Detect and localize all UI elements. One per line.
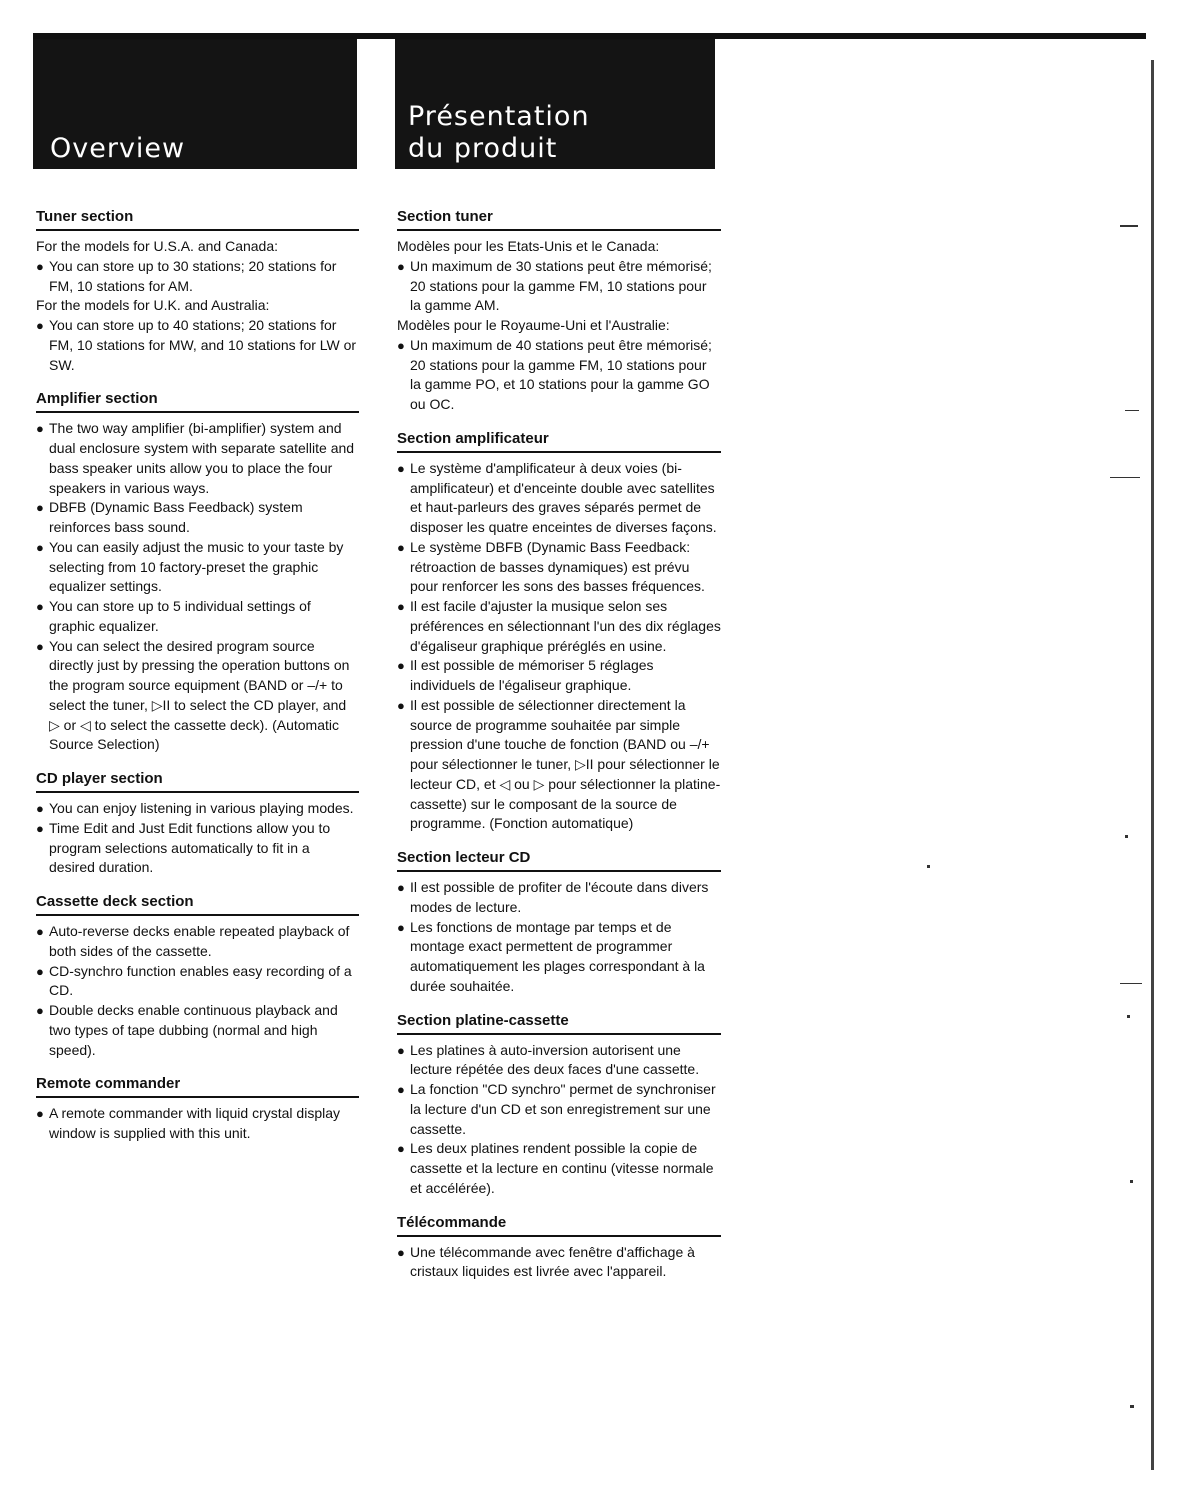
list-item: ● You can store up to 5 individual settings of graphic equalizer.: [36, 597, 359, 637]
cd-section-en: [36, 769, 359, 878]
bullet-icon: ●: [36, 258, 44, 274]
bullet-icon: ●: [36, 421, 44, 437]
scan-speck: [1120, 983, 1142, 984]
bullet-icon: ●: [397, 599, 405, 614]
bullet-icon: ●: [397, 258, 405, 274]
english-column: [36, 207, 359, 1158]
cassette-section-fr: [397, 1011, 721, 1199]
page-edge-line: [1151, 60, 1154, 1470]
list-item: ● You can easily adjust the music to your taste by selecting from 10 factory-preset the graphic equalizer settings.: [36, 538, 359, 597]
scan-speck: [1127, 1015, 1130, 1018]
bullet-icon: ●: [397, 658, 405, 674]
list-item: ● A remote commander with liquid crystal display window is supplied with this unit.: [36, 1104, 359, 1144]
bullet-icon: ●: [36, 801, 44, 816]
list-item: ● Les deux platines rendent possible la copie de cassette et la lecture en continu (vitesse normale et accélérée).: [397, 1139, 721, 1198]
section-heading: Cassette deck section: [36, 892, 359, 916]
bullet-icon: ●: [397, 1244, 405, 1260]
bullet-icon: ●: [36, 539, 44, 555]
title-box-english: [33, 39, 357, 169]
french-column: [397, 207, 721, 1296]
list-item: ● Les platines à auto-inversion autorisent une lecture répétée des deux faces d'une cassette.: [397, 1041, 721, 1081]
bullet-icon: ●: [397, 1042, 405, 1058]
cd-section-fr: [397, 848, 721, 997]
bullet-icon: ●: [397, 1082, 405, 1097]
list-item: ● The two way amplifier (bi-amplifier) system and dual enclosure system with separate satellite and bass speaker units allow you to place the four speakers in various ways.: [36, 419, 359, 498]
model-note: Modèles pour les Etats-Unis et le Canada:: [397, 238, 660, 254]
section-heading: Remote commander: [36, 1074, 359, 1098]
scan-speck: [1125, 835, 1128, 838]
bullet-icon: ●: [36, 638, 44, 654]
list-item: ● La fonction "CD synchro" permet de synchroniser la lecture d'un CD et son enregistrement sur une cassette.: [397, 1080, 721, 1139]
list-item: ● You can store up to 30 stations; 20 stations for FM, 10 stations for AM.: [36, 257, 359, 297]
bullet-icon: ●: [36, 599, 44, 614]
list-item: ● Il est possible de profiter de l'écoute dans divers modes de lecture.: [397, 878, 721, 918]
model-note: For the models for U.K. and Australia:: [36, 297, 270, 314]
tuner-section-fr: [397, 207, 721, 415]
section-heading: Section platine-cassette: [397, 1011, 721, 1035]
bullet-icon: ●: [36, 1106, 44, 1122]
section-heading: Section amplificateur: [397, 429, 721, 453]
list-item: ● Une télécommande avec fenêtre d'affichage à cristaux liquides est livrée avec l'appareil.: [397, 1243, 721, 1283]
section-heading: CD player section: [36, 769, 359, 793]
cassette-section-en: [36, 892, 359, 1060]
page-title-english: Overview: [50, 133, 186, 164]
scan-speck: [927, 865, 930, 868]
scan-speck: [1130, 1180, 1133, 1183]
scan-speck: [1130, 1405, 1134, 1408]
bullet-icon: ●: [36, 318, 44, 333]
section-heading: Section tuner: [397, 207, 721, 231]
section-heading: Tuner section: [36, 207, 359, 231]
bullet-icon: ●: [397, 880, 405, 895]
model-note: Modèles pour le Royaume-Uni et l'Australie:: [397, 317, 670, 333]
bullet-icon: ●: [397, 919, 405, 935]
bullet-icon: ●: [36, 500, 44, 516]
list-item: ● Il est possible de sélectionner directement la source de programme souhaitée par simple pression d'une touche de fonction (BAND ou –/+ pour sélectionner le tuner, ▷II pour sélectionner le lecteur CD, et ◁ ou ▷ pour sélectionner la platine-cassette) sur le composant de la source de programme. (Fonction automatique): [397, 696, 721, 834]
scan-speck: [1120, 225, 1138, 227]
tuner-section-en: [36, 207, 359, 375]
list-item: ● DBFB (Dynamic Bass Feedback) system reinforces bass sound.: [36, 498, 359, 538]
list-item: ● Il est possible de mémoriser 5 réglages individuels de l'égaliseur graphique.: [397, 656, 721, 696]
title-box-french: [395, 39, 715, 169]
list-item: ● Le système DBFB (Dynamic Bass Feedback: rétroaction de basses dynamiques) est prévu pour renforcer les sons des basses fréquences.: [397, 538, 721, 597]
remote-section-en: [36, 1074, 359, 1144]
section-heading: Section lecteur CD: [397, 848, 721, 872]
bullet-icon: ●: [397, 337, 405, 353]
scan-speck: [1110, 477, 1140, 478]
bullet-icon: ●: [36, 924, 44, 939]
model-note: For the models for U.S.A. and Canada:: [36, 238, 279, 254]
amplifier-section-fr: [397, 429, 721, 834]
bullet-icon: ●: [36, 820, 44, 836]
page-title-french: Présentation du produit: [408, 101, 590, 164]
bullet-icon: ●: [397, 1141, 405, 1157]
bullet-icon: ●: [36, 1003, 44, 1018]
list-item: ● Double decks enable continuous playback and two types of tape dubbing (normal and high speed).: [36, 1001, 359, 1060]
list-item: ● CD-synchro function enables easy recording of a CD.: [36, 962, 359, 1002]
section-heading: Amplifier section: [36, 389, 359, 413]
bullet-icon: ●: [36, 963, 44, 979]
list-item: ● Time Edit and Just Edit functions allow you to program selections automatically to fit in a desired duration.: [36, 819, 359, 878]
list-item: ● Les fonctions de montage par temps et de montage exact permettent de programmer automatiquement les plages correspondant à la durée souhaitée.: [397, 918, 721, 997]
amplifier-section-en: [36, 389, 359, 755]
bullet-icon: ●: [397, 697, 405, 713]
remote-section-fr: [397, 1213, 721, 1283]
list-item: ● Un maximum de 30 stations peut être mémorisé; 20 stations pour la gamme FM, 10 stations pour la gamme AM.: [397, 257, 721, 316]
list-item: ● Auto-reverse decks enable repeated playback of both sides of the cassette.: [36, 922, 359, 962]
bullet-icon: ●: [397, 539, 405, 555]
list-item: ● Le système d'amplificateur à deux voies (bi-amplificateur) et d'enceinte double avec satellites et haut-parleurs des graves séparés permet de disposer les quatre enceintes de diverses façons.: [397, 459, 721, 538]
list-item: ● You can store up to 40 stations; 20 stations for FM, 10 stations for MW, and 10 stations for LW or SW.: [36, 316, 359, 375]
scan-speck: [1125, 410, 1139, 411]
bullet-icon: ●: [397, 460, 405, 476]
list-item: ● You can select the desired program source directly just by pressing the operation buttons on the program source equipment (BAND or –/+ to select the tuner, ▷II to select the CD player, and ▷ or ◁ to select the cassette deck). (Automatic Source Selection): [36, 637, 359, 756]
list-item: ● Un maximum de 40 stations peut être mémorisé; 20 stations pour la gamme FM, 10 stations pour la gamme PO, et 10 stations pour la gamme GO ou OC.: [397, 336, 721, 415]
list-item: ● Il est facile d'ajuster la musique selon ses préférences en sélectionnant l'un des dix réglages d'égaliseur graphique préréglés en usine.: [397, 597, 721, 656]
list-item: ● You can enjoy listening in various playing modes.: [36, 799, 359, 819]
section-heading: Télécommande: [397, 1213, 721, 1237]
